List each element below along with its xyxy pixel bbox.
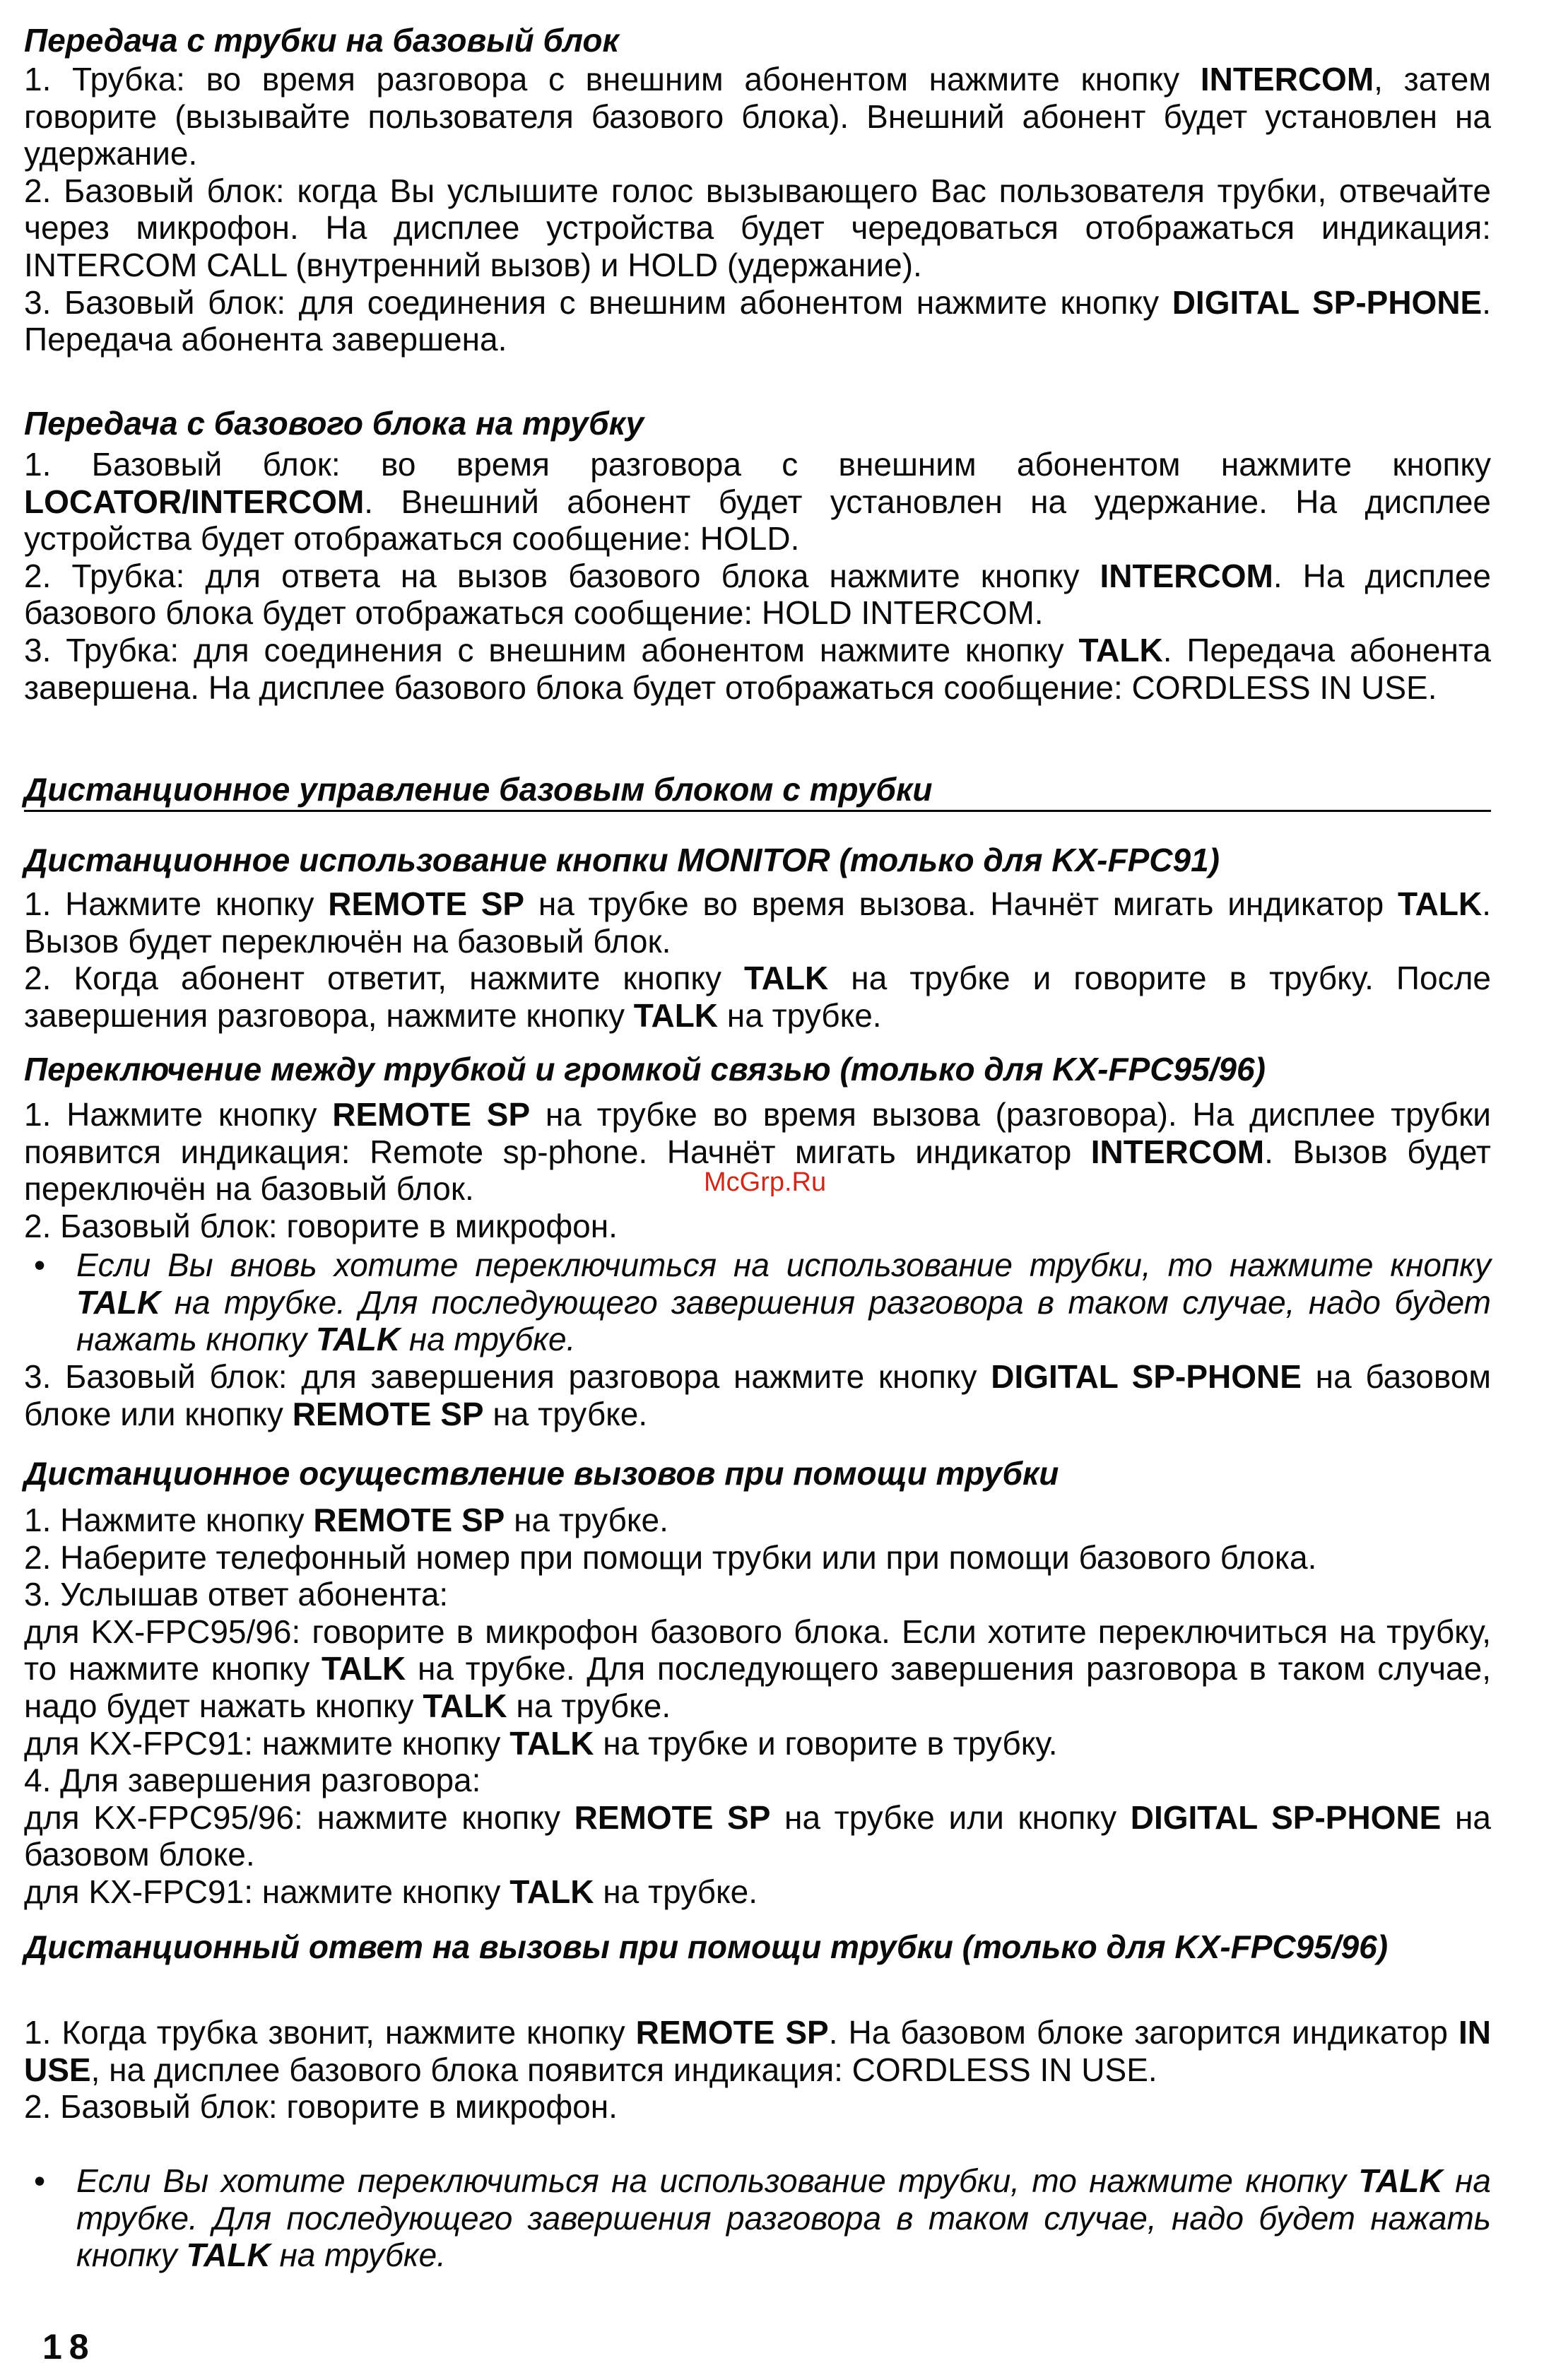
paragraph-line <box>24 1873 1491 1911</box>
key-name: TALK <box>315 1321 401 1358</box>
paragraph-line <box>24 1762 1491 1799</box>
paragraph-line <box>24 61 1491 172</box>
paragraph-line <box>24 1208 1491 1245</box>
text-run: 2. Наберите телефонный номер при помощи трубки или при помощи базового блока. <box>24 1538 1317 1576</box>
key-name: TALK <box>509 1724 594 1762</box>
section-title-remote-control: Дистанционное управление базовым блоком с трубки <box>24 770 1491 812</box>
paragraph-line <box>24 1502 1491 1539</box>
text-run: на трубке и говорите в трубку. <box>594 1724 1058 1762</box>
paragraph-line <box>24 558 1491 632</box>
text-run: Если Вы вновь хотите переключиться на использование трубки, то нажмите кнопку <box>76 1247 1491 1283</box>
key-name: INTERCOM <box>1100 557 1273 594</box>
paragraph-line <box>24 2088 1491 2126</box>
key-name: TALK <box>633 996 719 1034</box>
key-name: TALK <box>322 1650 406 1687</box>
text-run: 3. Трубка: для соединения с внешним абонентом нажмите кнопку <box>24 631 1079 668</box>
text-run: на трубке во время вызова (разговора). На дисплее трубки появится индикация: Remote sp-phone. Начнёт мигать индикатор <box>24 1096 1491 1170</box>
key-name: IN USE <box>24 2014 1491 2088</box>
text-run: Если Вы хотите переключиться на использование трубки, то нажмите кнопку <box>76 2162 1359 2199</box>
text-run: на трубке. Для последующего завершения разговора в таком случае, надо будет нажать кнопку <box>76 1283 1491 1358</box>
text-run: на трубке или кнопку <box>770 1798 1131 1836</box>
paragraph-line <box>24 1576 1491 1613</box>
paragraph-line <box>24 284 1491 358</box>
text-run: на трубке. Для последующего завершения разговора в таком случае, надо будет нажать кнопку <box>76 2162 1491 2274</box>
heading-remote-answer: Дистанционный ответ на вызовы при помощи трубки (только для KX-FPC95/96) <box>24 1928 1389 1965</box>
text-run: на базовом блоке. <box>24 1798 1491 1873</box>
text-run: на трубке. <box>718 996 882 1034</box>
text-run: 1. Нажмите кнопку <box>24 885 329 922</box>
text-run: на трубке. <box>270 2237 446 2274</box>
text-run: для KX-FPC91: нажмите кнопку <box>24 1724 510 1762</box>
text-run: . На базовом блоке загорится индикатор <box>828 2014 1458 2051</box>
key-name: DIGITAL SP-PHONE <box>991 1358 1302 1395</box>
text-run: 2. Базовый блок: говорите в микрофон. <box>24 1207 618 1244</box>
text-run: 3. Услышав ответ абонента: <box>24 1576 449 1613</box>
key-name: REMOTE SP <box>313 1502 505 1538</box>
text-run: 1. Нажмите кнопку <box>24 1502 314 1538</box>
text-run: на трубке. <box>483 1395 648 1432</box>
para-transfer-base-to-handset <box>24 446 1491 706</box>
text-run: для KX-FPC95/96: говорите в микрофон базового блока. Если хотите переключиться на трубку, то нажмите кнопку <box>24 1613 1491 1687</box>
text-run: на трубке. Для последующего завершения разговора в таком случае, надо будет нажать кнопку <box>24 1650 1491 1724</box>
text-run: на трубке. <box>594 1873 758 1910</box>
page-number: 18 <box>42 2327 96 2367</box>
paragraph-line <box>24 632 1491 706</box>
para-remote-monitor <box>24 885 1491 1034</box>
text-run: на трубке и говорите в трубку. После завершения разговора, нажмите кнопку <box>24 960 1491 1034</box>
text-run: . Внешний абонент будет установлен на удержание. На дисплее устройства будет отображаться сообщение: HOLD. <box>24 483 1491 558</box>
text-run: 4. Для завершения разговора: <box>24 1762 481 1799</box>
text-run: 2. Базовый блок: говорите в микрофон. <box>24 2088 618 2126</box>
text-run: . Вызов будет переключён на базовый блок. <box>24 1133 1491 1208</box>
paragraph-line <box>24 1799 1491 1873</box>
watermark: McGrp.Ru <box>704 1167 827 1197</box>
heading-transfer-base-to-handset: Передача с базового блока на трубку <box>24 405 644 442</box>
paragraph-line <box>24 960 1491 1034</box>
text-run: на трубке. <box>400 1321 576 1358</box>
paragraph-line <box>24 1613 1491 1725</box>
key-name: TALK <box>1358 2162 1443 2199</box>
heading-transfer-handset-to-base: Передача с трубки на базовый блок <box>24 22 619 59</box>
key-name: REMOTE SP <box>635 2014 829 2051</box>
text-run: на трубке во время вызова. Начнёт мигать индикатор <box>524 885 1398 922</box>
key-name: LOCATOR/INTERCOM <box>24 483 365 520</box>
text-run: 2. Трубка: для ответа на вызов базового блока нажмите кнопку <box>24 557 1100 594</box>
text-run: на трубке. <box>505 1502 668 1538</box>
text-run: . Вызов будет переключён на базовый блок. <box>24 885 1491 960</box>
bullet-switch-back <box>24 1247 1491 1358</box>
text-run: , затем говорите (вызывайте пользователя базового блока). Внешний абонент будет установлен на удержание. <box>24 61 1491 172</box>
para-remote-answer <box>24 2014 1491 2126</box>
text-run: 3. Базовый блок: для соединения с внешним абонентом нажмите кнопку <box>24 283 1172 321</box>
paragraph-line <box>24 446 1491 558</box>
paragraph-line <box>24 885 1491 960</box>
key-name: TALK <box>76 1283 161 1321</box>
heading-switch-speakerphone: Переключение между трубкой и громкой связью (только для KX-FPC95/96) <box>24 1051 1266 1088</box>
text-run: для KX-FPC91: нажмите кнопку <box>24 1873 510 1910</box>
bullet-answer-switch <box>24 2162 1491 2274</box>
key-name: TALK <box>1397 885 1483 922</box>
paragraph-line <box>24 1358 1491 1432</box>
key-name: INTERCOM <box>1090 1133 1265 1170</box>
key-name: TALK <box>1078 631 1163 668</box>
para-remote-calls <box>24 1502 1491 1911</box>
key-name: TALK <box>186 2237 271 2274</box>
text-run: на трубке. <box>507 1687 671 1724</box>
text-run: на базовом блоке или кнопку <box>24 1358 1491 1432</box>
text-run: для KX-FPC95/96: нажмите кнопку <box>24 1798 574 1836</box>
heading-remote-calls: Дистанционное осуществление вызовов при помощи трубки <box>24 1455 1059 1492</box>
key-name: DIGITAL SP-PHONE <box>1172 283 1483 321</box>
text-run: 3. Базовый блок: для завершения разговора нажмите кнопку <box>24 1358 991 1395</box>
text-run: . Передача абонента завершена. <box>24 283 1492 358</box>
paragraph-line <box>24 1725 1491 1762</box>
key-name: REMOTE SP <box>574 1798 771 1836</box>
text-run: 2. Когда абонент ответит, нажмите кнопку <box>24 960 745 997</box>
para-switch-end <box>24 1358 1491 1432</box>
text-run: , на дисплее базового блока появится индикация: CORDLESS IN USE. <box>90 2051 1157 2088</box>
heading-remote-monitor: Дистанционное использование кнопки MONITOR (только для KX-FPC91) <box>24 842 1220 878</box>
paragraph-line <box>24 2014 1491 2088</box>
text-run: . Передача абонента завершена. На дисплее базового блока будет отображаться сообщение: CORDLESS IN USE. <box>24 631 1491 706</box>
text-run: 1. Нажмите кнопку <box>24 1096 333 1133</box>
text-run: 2. Базовый блок: когда Вы услышите голос вызывающего Вас пользователя трубки, отвечайте через микрофон. На дисплее устройства будет чередоваться отображаться индикация: INTERCOM CALL (внутренний вызов) и HOLD (удержание). <box>24 172 1491 283</box>
key-name: REMOTE SP <box>332 1096 531 1133</box>
text-run: . На дисплее базового блока будет отображаться сообщение: HOLD INTERCOM. <box>24 557 1491 632</box>
key-name: REMOTE SP <box>292 1395 484 1432</box>
key-name: REMOTE SP <box>328 885 525 922</box>
para-transfer-handset-to-base <box>24 61 1491 358</box>
paragraph-line <box>24 1539 1491 1577</box>
key-name: TALK <box>423 1687 507 1724</box>
text-run: 1. Когда трубка звонит, нажмите кнопку <box>24 2014 636 2051</box>
text-run: 1. Трубка: во время разговора с внешним абонентом нажмите кнопку <box>24 61 1201 98</box>
key-name: TALK <box>744 960 829 997</box>
key-name: TALK <box>509 1873 594 1910</box>
key-name: DIGITAL SP-PHONE <box>1130 1798 1442 1836</box>
key-name: INTERCOM <box>1200 61 1374 98</box>
text-run: 1. Базовый блок: во время разговора с внешним абонентом нажмите кнопку <box>24 446 1491 483</box>
paragraph-line <box>24 172 1491 284</box>
